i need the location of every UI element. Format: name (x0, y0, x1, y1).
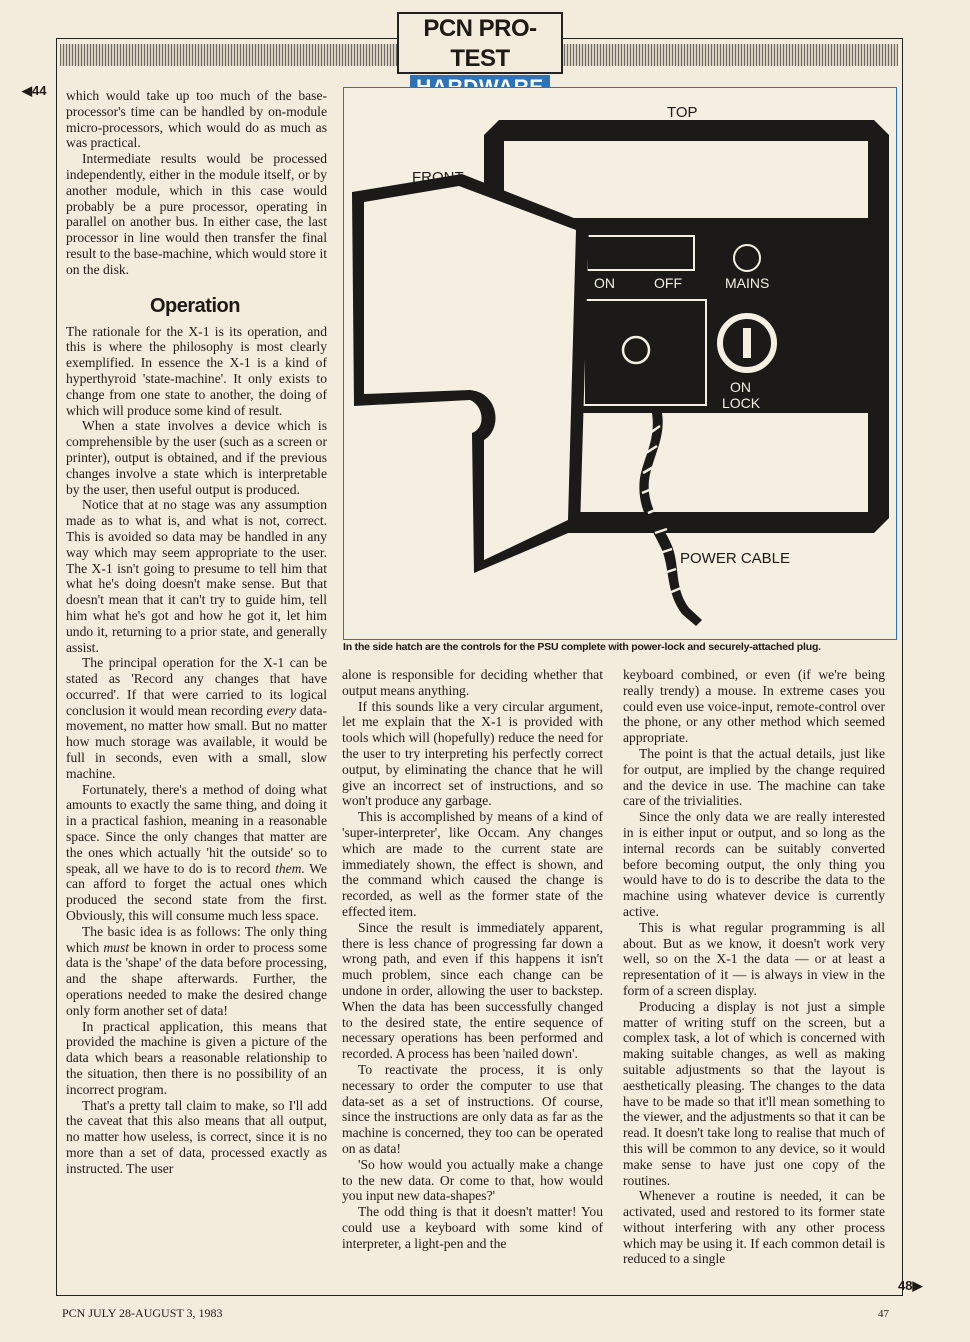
lock-slot (743, 328, 751, 358)
paragraph: Producing a display is not just a simple matter of writing stuff on the screen, but a complex task, a lot of which is concerned with making suitable changes, as well as making suitable adjustments so that the layout is aesthetically pleasing. The changes to the data have to be made so that it'll mean something to the viewer, and the adjustments so that it can be read. It doesn't take long to realise that much of this will be common to any device, so it would make sense to have just one copy of the routines. (623, 998, 885, 1188)
paragraph: That's a pretty tall claim to make, so I'll add the caveat that this also means that all output, no matter how useless, is correct, since it is no more than a set of data, processed exactly as instructed. The user (66, 1097, 327, 1176)
text-run: The basic idea is as follows: The only thing which (66, 923, 327, 955)
paragraph: The point is that the actual details, just like for output, are implied by the change required and the device in use. The machine can take care of the trivialities. (623, 745, 885, 809)
paragraph: The odd thing is that it doesn't matter! You could use a keyboard with some kind of interpreter, a light-pen and the (342, 1204, 603, 1251)
psu-diagram-svg (344, 88, 898, 641)
label-lock: LOCK (722, 395, 761, 411)
paragraph: This is what regular programming is all about. But as we know, it doesn't work very well, so on the X-1 the data — or at least a representation of it — is always in view in the form of a screen display. (623, 919, 885, 998)
label-off: OFF (654, 275, 682, 291)
paragraph (66, 924, 327, 1019)
column-1 (66, 88, 327, 1177)
label-mains: MAINS (725, 275, 770, 291)
label-on: ON (594, 275, 615, 291)
paragraph: If this sounds like a very circular argument, let me explain that the X-1 is provided with tools which will (hopefully) reduce the need for the user to try interpreting his perfectly correct output, by eliminating the chance that he will give an incorrect set of instructions, and so won't produce any garbage. (342, 698, 603, 809)
previous-page-ref: ◀44 (22, 83, 47, 98)
emphasis: every (266, 702, 297, 718)
paragraph: To reactivate the process, it is only necessary to order the computer to use that data-set as a set of instructions. Of course, since the instructions are only data as far as the machine is concerned, they too can be operated on as data! (342, 1061, 603, 1156)
paragraph: This is accomplished by means of a kind of 'super-interpreter', like Occam. Any changes which are made to the current state are immediately shown, the effect is shown, and the command which caused the change is recorded, as well as the former state of the effected item. (342, 809, 603, 919)
section-heading: Operation (150, 294, 240, 317)
label-power-cable: POWER CABLE (680, 550, 791, 567)
text-run: The principal operation for the X-1 can be stated as 'Record any changes that have occurred'. If that were carried to its logical conclusion it would mean recording (66, 655, 327, 718)
paragraph: When a state involves a device which is comprehensible by the user (such as a screen or printer), output is obtained, and if the previous changes involve a state which is interpretable by the user, then useful output is produced. (66, 418, 327, 497)
hatch-door-inner (364, 186, 576, 560)
psu-diagram (343, 87, 897, 640)
paragraph: keyboard combined, or even (if we're being really trendy) a mouse. In extreme cases you could even use voice-input, remote-control over the phone, or any other method which seemed appropriate. (623, 667, 885, 746)
figure-caption: In the side hatch are the controls for the PSU complete with power-lock and securely-attached plug. (343, 641, 821, 653)
text-run: be known in order to process some data is the 'shape' of the data before processing, and the shape afterwards. Further, the operations needed to make the desired change only form another set of data! (66, 939, 327, 1018)
paragraph (66, 782, 327, 924)
paragraph: Since the only data we are really interested in is either input or output, and so long as the internal records can be suitably converted before becoming output, the only thing you would have to do is to describe the data to the machine using whatever device is currently active. (623, 809, 885, 919)
paragraph: In practical application, this means that provided the machine is given a picture of the data which bears a reasonable relationship to the situation, then there is no possibility of an incorrect program. (66, 1018, 327, 1097)
paragraph: 'So how would you actually make a change to the new data. Or come to that, how would you input new data-shapes?' (342, 1156, 603, 1204)
label-front: FRONT (412, 169, 464, 186)
paragraph: Notice that at no stage was any assumption made as to what is, and what is not, correct. This is avoided so data may be handled in any way which may seem appropriate to the user. The X-1 isn't going to presume to tell him that what he's doing doesn't make sense. But that doesn't mean that it can't try to guide him, tell him what he's got and how he got it, let him undo it, returning to a prior state, and generally assist. (66, 497, 327, 655)
paragraph: alone is responsible for deciding whether that output means anything. (342, 667, 603, 698)
section-badge (397, 12, 563, 74)
paragraph: Since the result is immediately apparent, there is less chance of progressing far down a wrong path, and even if this happens it isn't much problem, since each change can be undone in order, allowing the user to backstep. When the data has been successfully changed to the desired state, the entire sequence of necessary operations has been performed and recorded. A process has been 'nailed down'. (342, 919, 603, 1062)
column-2 (342, 667, 603, 1251)
badge-title: PCN PRO-TEST (423, 15, 537, 72)
text-run: We can afford to forget the actual ones which produced the second state from the first. Obviously, this will consume much less space. (66, 860, 327, 924)
emphasis: must (103, 939, 130, 955)
next-page-ref: 48▶ (898, 1278, 923, 1293)
label-lock-on: ON (730, 379, 751, 395)
page-number: 47 (878, 1308, 889, 1320)
emphasis: them. (275, 860, 305, 876)
text-run: Fortunately, there's a method of doing what amounts to exactly the same thing, and doing it in a practical fashion, meaning in a reasonable space. Since the only changes that matter are the ones which actually 'hit the outside' so to speak, all we have to do is to record (66, 781, 327, 876)
paragraph: Whenever a routine is needed, it can be activated, used and restored to its former state without interfering with any other process which may be using it. If each common detail is reduced to a single (623, 1188, 885, 1267)
paragraph: The rationale for the X-1 is its operation, and this is where the philosophy is most clearly exemplified. In essence the X-1 is a kind of hyperthyroid 'state-machine'. It only exists to change from one state to another, the doing of which will produce some kind of result. (66, 323, 327, 418)
footer-publication: PCN JULY 28-AUGUST 3, 1983 (62, 1306, 223, 1320)
text-run: data-movement, no matter how small. But no matter how much storage was available, it would be full in seconds, even with a small, slow machine. (66, 702, 327, 781)
control-panel (569, 218, 869, 413)
paragraph: Intermediate results would be processed independently, either in the module itself, or by another module, which in this case would probably be a pure processor, operating in parallel on another bus. In either case, the last processor in line would then transfer the final result to the base-machine, which would store it on the disk. (66, 151, 327, 277)
column-3 (623, 667, 885, 1267)
paragraph (66, 655, 327, 781)
label-top: TOP (667, 104, 698, 121)
paragraph: which would take up too much of the base-processor's time can be handled by on-module micro-processors, which would do as much as was practical. (66, 88, 327, 151)
